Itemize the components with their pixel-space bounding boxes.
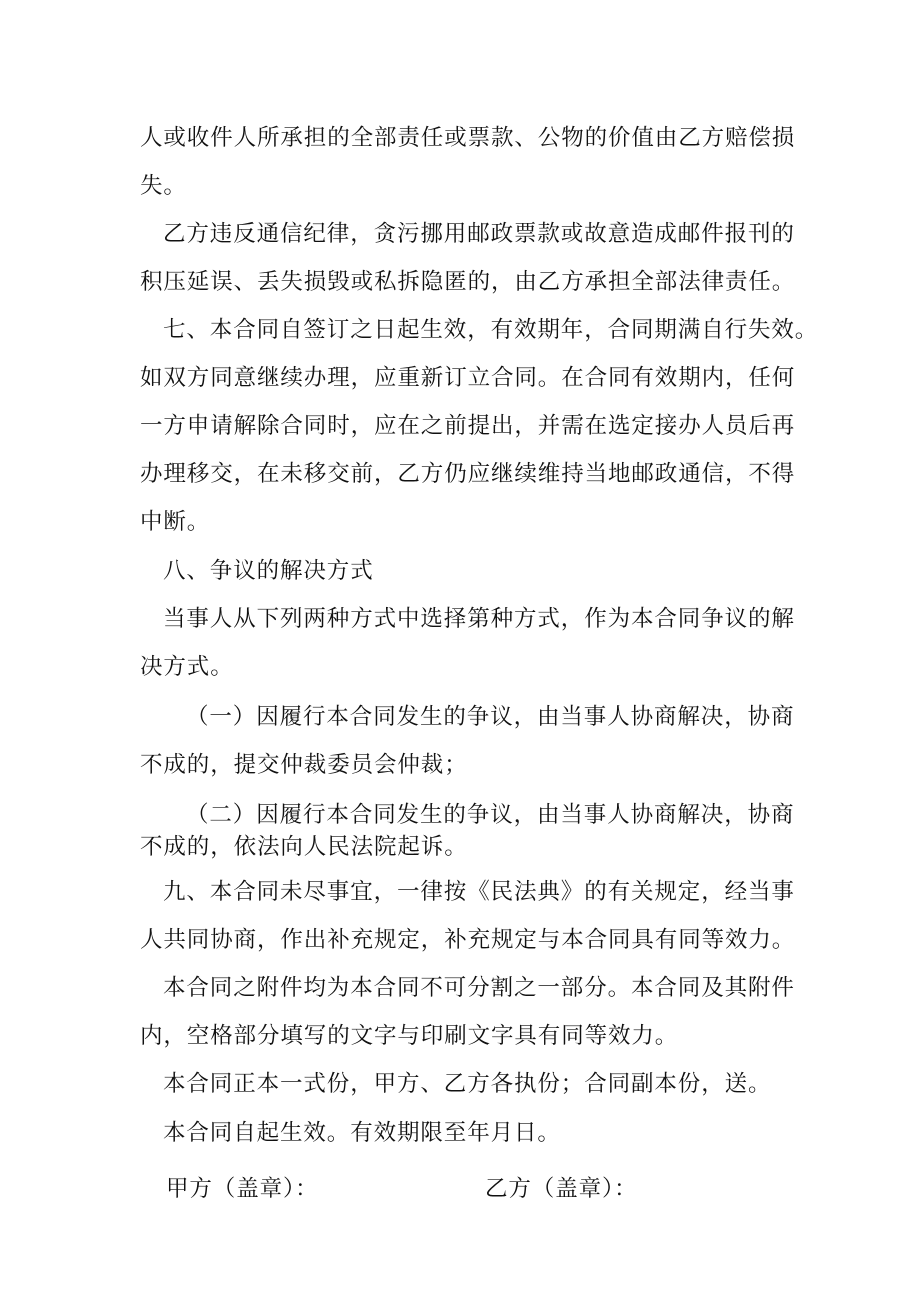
text-line: 不成的，依法向人民法院起诉。 — [140, 834, 468, 860]
text-line: （一）因履行本合同发生的争议，由当事人协商解决，协商 — [186, 704, 795, 730]
text-line: 办理移交，在未移交前，乙方仍应继续维持当地邮政通信，不得 — [140, 461, 796, 487]
text-line: 本合同自起生效。有效期限至年月日。 — [163, 1120, 561, 1146]
text-line: 本合同之附件均为本合同不可分割之一部分。本合同及其附件 — [163, 975, 795, 1001]
text-line: 人或收件人所承担的全部责任或票款、公物的价值由乙方赔偿损 — [140, 125, 796, 151]
section-heading: 八、争议的解决方式 — [163, 558, 374, 584]
text-line: 积压延误、丢失损毁或私拆隐匿的，由乙方承担全部法律责任。 — [140, 269, 796, 295]
text-line: （二）因履行本合同发生的争议，由当事人协商解决，协商 — [186, 802, 795, 828]
text-line: 人共同协商，作出补充规定，补充规定与本合同具有同等效力。 — [140, 927, 796, 953]
text-line: 决方式。 — [140, 654, 234, 680]
party-a-seal-label: 甲方（盖章）： — [166, 1176, 319, 1202]
text-line: 不成的，提交仲裁委员会仲裁； — [140, 752, 468, 778]
text-line: 乙方违反通信纪律，贪污挪用邮政票款或故意造成邮件报刊的 — [163, 221, 795, 247]
text-line: 如双方同意继续办理，应重新订立合同。在合同有效期内，任何 — [140, 365, 796, 391]
text-line: 本合同正本一式份，甲方、乙方各执份；合同副本份，送。 — [163, 1071, 772, 1097]
text-line: 失。 — [140, 173, 187, 199]
text-line: 当事人从下列两种方式中选择第种方式，作为本合同争议的解 — [163, 606, 795, 632]
text-line: 九、本合同未尽事宜，一律按《民法典》的有关规定，经当事 — [163, 879, 795, 905]
text-line: 七、本合同自签订之日起生效，有效期年，合同期满自行失效。 — [163, 317, 819, 343]
text-line: 一方申请解除合同时，应在之前提出，并需在选定接办人员后再 — [140, 413, 796, 439]
party-b-seal-label: 乙方（盖章）： — [485, 1176, 638, 1202]
text-line: 中断。 — [140, 509, 211, 535]
text-line: 内，空格部分填写的文字与印刷文字具有同等效力。 — [140, 1023, 679, 1049]
